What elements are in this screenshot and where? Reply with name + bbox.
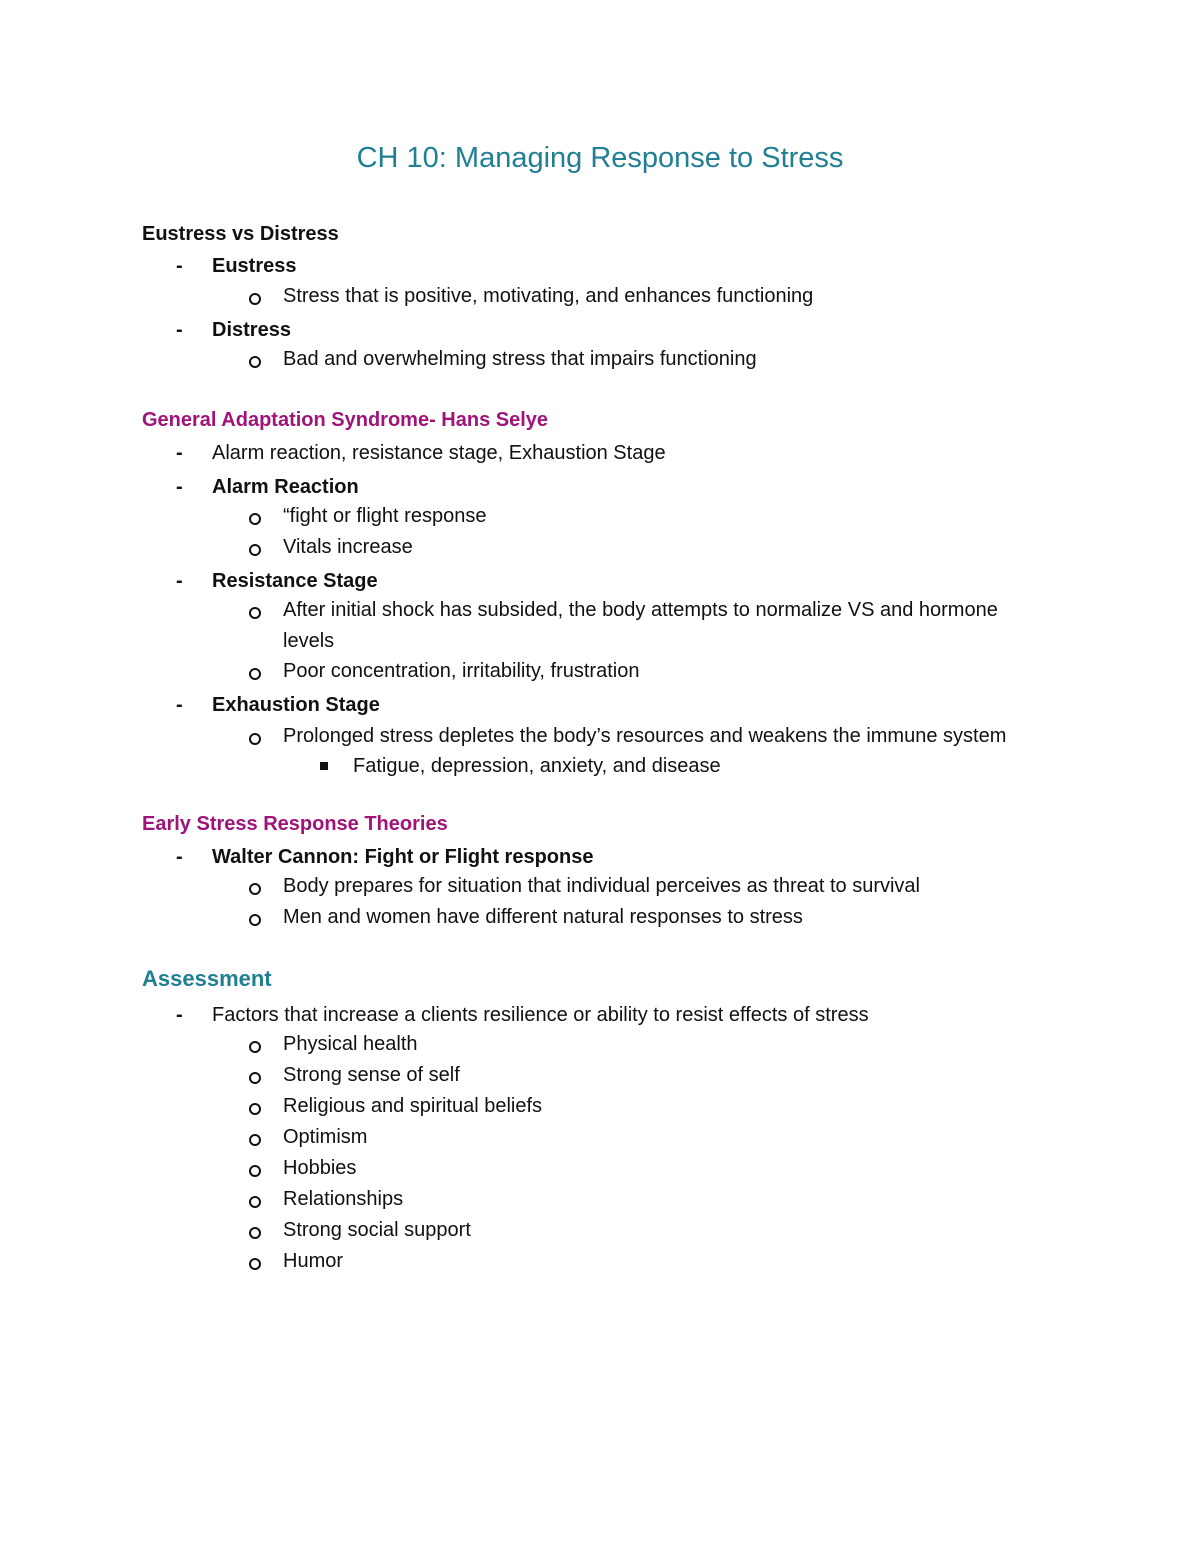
circle-bullet-icon <box>249 513 261 525</box>
section-heading-assessment: Assessment <box>142 966 272 991</box>
circle-bullet-icon <box>249 1041 261 1053</box>
section-heading-eustress-vs-distress: Eustress vs Distress <box>142 223 339 245</box>
list-subitem: Relationships <box>283 1188 404 1210</box>
list-subitem: Body prepares for situation that individual perceives as threat to survival <box>283 875 921 897</box>
circle-bullet-icon <box>249 883 261 895</box>
circle-bullet-icon <box>249 914 261 926</box>
circle-bullet-icon <box>249 1196 261 1208</box>
circle-bullet-icon <box>249 668 261 680</box>
list-item-walter-cannon: Walter Cannon: Fight or Flight response <box>212 846 594 868</box>
dash-bullet: - <box>176 846 183 868</box>
list-item-eustress: Eustress <box>212 255 297 277</box>
circle-bullet-icon <box>249 356 261 368</box>
circle-bullet-icon <box>249 1227 261 1239</box>
list-subitem: Optimism <box>283 1126 368 1148</box>
list-item: Alarm reaction, resistance stage, Exhaustion Stage <box>212 442 666 464</box>
list-subitem: Men and women have different natural responses to stress <box>283 906 803 928</box>
list-subitem: Religious and spiritual beliefs <box>283 1095 543 1117</box>
circle-bullet-icon <box>249 1134 261 1146</box>
list-subitem: Hobbies <box>283 1157 357 1179</box>
list-subitem: Prolonged stress depletes the body’s resources and weakens the immune system <box>283 725 1007 747</box>
page-title: CH 10: Managing Response to Stress <box>356 142 844 174</box>
dash-bullet: - <box>176 476 183 498</box>
list-subitem: Strong social support <box>283 1219 471 1241</box>
list-subitem: After initial shock has subsided, the body attempts to normalize VS and hormone <box>283 599 998 621</box>
list-item-resistance-stage: Resistance Stage <box>212 570 378 592</box>
square-bullet-icon <box>320 762 328 770</box>
dash-bullet: - <box>176 694 183 716</box>
list-item-exhaustion-stage: Exhaustion Stage <box>212 694 380 716</box>
circle-bullet-icon <box>249 293 261 305</box>
circle-bullet-icon <box>249 1103 261 1115</box>
dash-bullet: - <box>176 255 183 277</box>
list-item-distress: Distress <box>212 319 291 341</box>
circle-bullet-icon <box>249 544 261 556</box>
list-subitem: Stress that is positive, motivating, and enhances functioning <box>283 285 814 307</box>
dash-bullet: - <box>176 442 183 464</box>
circle-bullet-icon <box>249 607 261 619</box>
list-subitem: Humor <box>283 1250 344 1272</box>
section-heading-early-theories: Early Stress Response Theories <box>142 813 448 835</box>
list-subitem: Physical health <box>283 1033 418 1055</box>
dash-bullet: - <box>176 1004 183 1026</box>
circle-bullet-icon <box>249 733 261 745</box>
list-subitem: Poor concentration, irritability, frustration <box>283 660 640 682</box>
circle-bullet-icon <box>249 1258 261 1270</box>
section-heading-gas: General Adaptation Syndrome- Hans Selye <box>142 409 549 431</box>
list-item-alarm-reaction: Alarm Reaction <box>212 476 359 498</box>
list-subitem: “fight or flight response <box>283 505 487 527</box>
circle-bullet-icon <box>249 1072 261 1084</box>
list-subitem: Vitals increase <box>283 536 413 558</box>
list-subitem-continued: levels <box>283 630 335 652</box>
list-subsubitem: Fatigue, depression, anxiety, and disease <box>353 755 721 777</box>
dash-bullet: - <box>176 319 183 341</box>
list-subitem: Bad and overwhelming stress that impairs functioning <box>283 348 757 370</box>
circle-bullet-icon <box>249 1165 261 1177</box>
list-item: Factors that increase a clients resilience or ability to resist effects of stress <box>212 1004 869 1026</box>
dash-bullet: - <box>176 570 183 592</box>
list-subitem: Strong sense of self <box>283 1064 460 1086</box>
